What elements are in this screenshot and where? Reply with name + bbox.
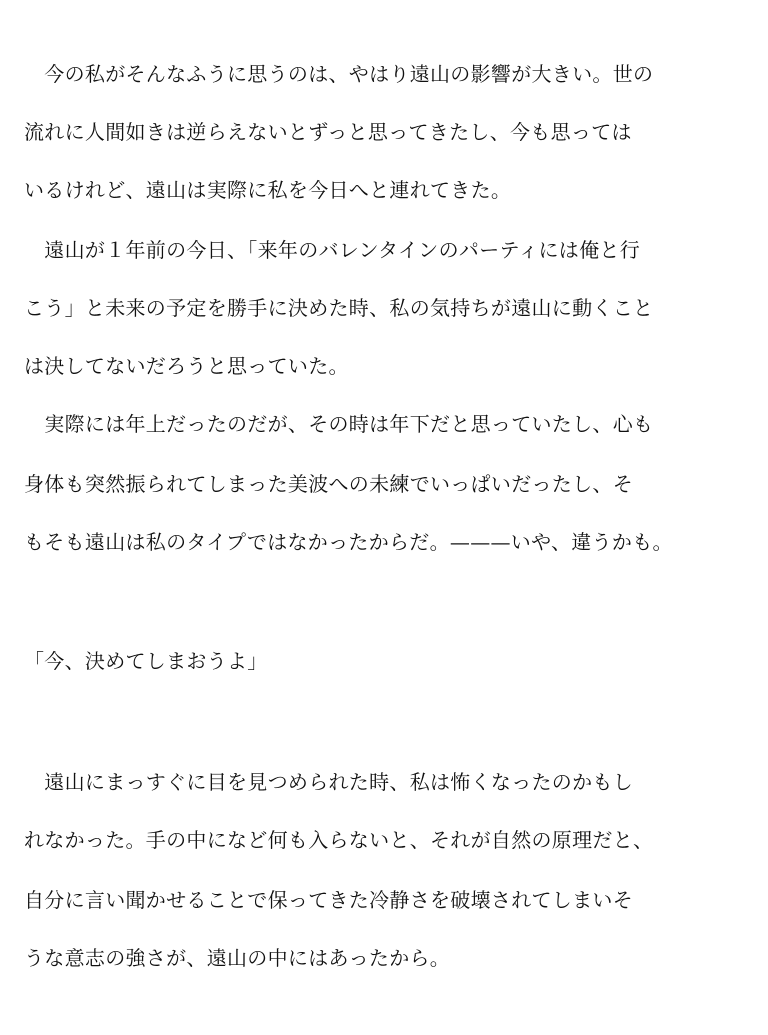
text-line: 遠山にまっすぐに目を見つめられた時、私は怖くなったのかもし (24, 770, 633, 794)
text-line: こう」と未来の予定を勝手に決めた時、私の気持ちが遠山に動くこと (24, 296, 654, 320)
dialogue-line: 「今、決めてしまおうよ」 (24, 649, 268, 673)
text-line: は決してないだろうと思っていた。 (24, 354, 349, 378)
text-line: 実際には年上だったのだが、その時は年下だと思っていたし、心も (24, 412, 654, 436)
text-line: いるけれど、遠山は実際に私を今日へと連れてきた。 (24, 178, 512, 202)
text-line: 自分に言い聞かせることで保ってきた冷静さを破壊されてしまいそ (24, 888, 633, 912)
text-line: 今の私がそんなふうに思うのは、やはり遠山の影響が大きい。世の (24, 62, 654, 86)
text-line: うな意志の強さが、遠山の中にはあったから。 (24, 946, 451, 970)
text-line: もそも遠山は私のタイプではなかったからだ。———いや、違うかも。 (24, 530, 673, 554)
text-line: 身体も突然振られてしまった美波への未練でいっぱいだったし、そ (24, 472, 633, 496)
text-line: 遠山が１年前の今日、「来年のバレンタインのパーティには俺と行 (24, 238, 640, 262)
text-line: 流れに人間如きは逆らえないとずっと思ってきたし、今も思っては (24, 120, 632, 144)
text-line: れなかった。手の中になど何も入らないと、それが自然の原理だと、 (24, 828, 654, 852)
